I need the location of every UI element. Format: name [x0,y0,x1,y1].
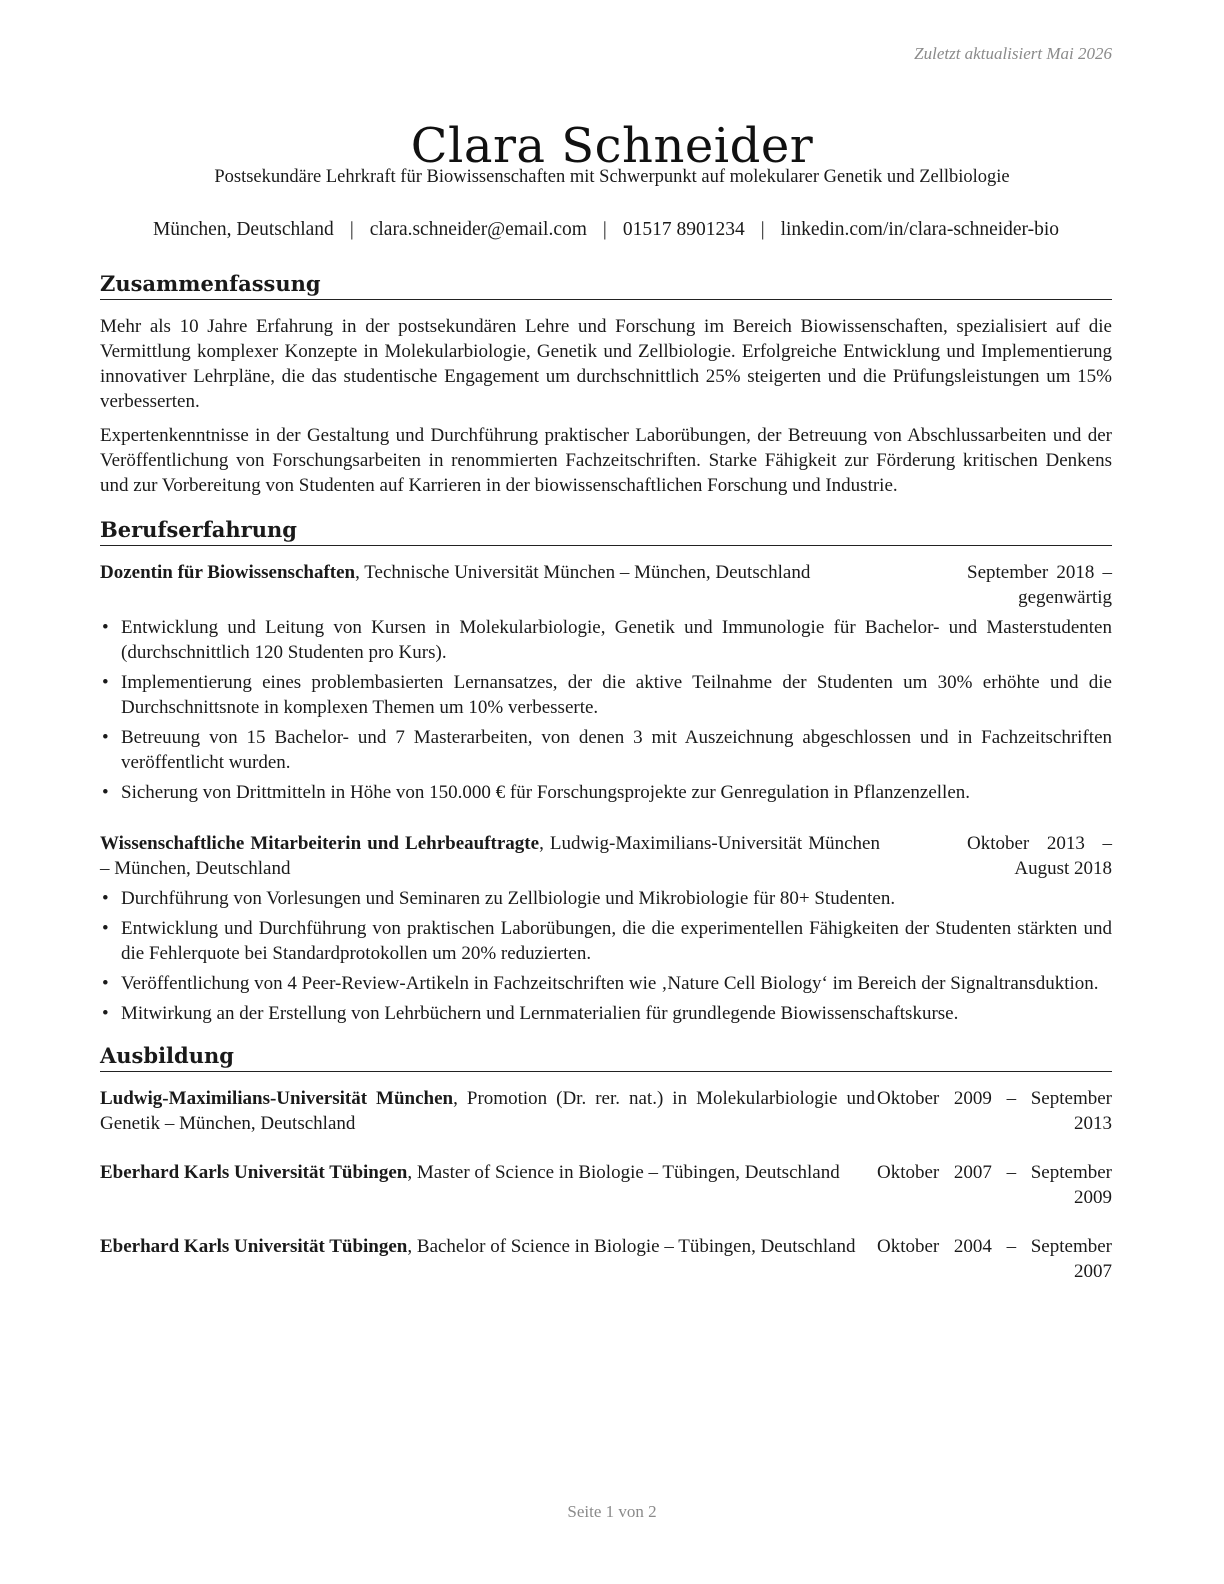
education-entry [100,1086,1112,1136]
education-title-line [100,1234,875,1284]
job-bullets [100,886,1112,1026]
contact-location: München, Deutschland [152,219,334,240]
education-dates: Oktober 2004 – September 2007 [877,1236,1112,1282]
education-dates: Oktober 2009 – September 2013 [877,1088,1112,1134]
job-title-line [100,831,880,881]
list-item: • Implementierung eines problembasierten Lernansatzes, der die aktive Teilnahme der Studenten um 30% erhöhte und die Durchschnittsnote in komplexen Themen um 10% verbesserte. [100,670,1112,720]
list-item: • Betreuung von 15 Bachelor- und 7 Masterarbeiten, von denen 3 mit Auszeichnung abgeschlossen und in Fachzeitschriften veröffentlicht wurden. [100,725,1112,775]
last-updated-note: Zuletzt aktualisiert Mai 2026 [914,44,1112,63]
education-degree: , Master of Science in Biologie – Tübingen, Deutschland [407,1162,840,1183]
job-entry [100,560,1112,805]
education-degree: , Bachelor of Science in Biologie – Tübingen, Deutschland [407,1236,856,1257]
contact-linkedin[interactable]: linkedin.com/in/clara-schneider-bio [780,219,1060,240]
job-dates: September 2018 – gegenwärtig [967,562,1112,608]
job-dates: Oktober 2013 – August 2018 [967,833,1112,879]
list-item: • Entwicklung und Durchführung von praktischen Laborübungen, die die experimentellen Fähigkeiten der Studenten stärkten und die Fehlerquote bei Standardprotokollen um 20% reduzierten. [100,916,1112,966]
summary-paragraph: Mehr als 10 Jahre Erfahrung in der postsekundären Lehre und Forschung im Bereich Biowissenschaften, spezialisiert auf die Vermittlung komplexer Konzepte in Molekularbiologie, Genetik und Zellbiologie. Erfolgreiche Entwicklung und Implementierung innovativer Lehrpläne, die das studentische Engagement um durchschnittlich 25% steigerten und die Prüfungsleistungen um 15% verbesserten. [100,316,1112,412]
education-school: Eberhard Karls Universität Tübingen [100,1236,408,1257]
candidate-name: Clara Schneider [410,118,814,175]
page-number: Seite 1 von 2 [567,1502,657,1521]
education-school: Eberhard Karls Universität Tübingen [100,1162,408,1183]
summary-paragraph: Expertenkenntnisse in der Gestaltung und Durchführung praktischer Laborübungen, der Betreuung von Abschlussarbeiten und der Veröffentlichung von Forschungsarbeiten in renommierten Fachzeitschriften. Starke Fähigkeit zur Förderung kritischen Denkens und zur Vorbereitung von Studenten auf Karrieren in der biowissenschaftlichen Forschung und Industrie. [100,425,1112,496]
education-section [100,1042,1112,1284]
job-entry [100,831,1112,1026]
contact-bar [100,219,1112,241]
summary-section [100,270,1112,498]
job-header [100,560,1112,610]
experience-section [100,516,1112,1026]
education-title-line [100,1086,875,1136]
contact-email[interactable]: clara.schneider@email.com [369,219,587,240]
job-role: Dozentin für Biowissenschaften [100,562,356,583]
job-header [100,831,1112,881]
contact-separator: | [760,219,765,240]
job-spacer [100,810,1112,831]
list-item: • Veröffentlichung von 4 Peer-Review-Artikeln in Fachzeitschriften wie ‚Nature Cell Biology‘ im Bereich der Signaltransduktion. [100,971,1112,996]
section-title-summary: Zusammenfassung [100,270,1112,300]
section-title-experience: Berufserfahrung [100,516,1112,546]
education-dates: Oktober 2007 – September 2009 [877,1162,1112,1208]
education-title-line [100,1160,875,1210]
job-role: Wissenschaftliche Mitarbeiterin und Lehrbeauftragte [100,833,540,854]
job-organization: , Technische Universität München – München, Deutschland [355,562,811,583]
list-item: • Durchführung von Vorlesungen und Seminaren zu Zellbiologie und Mikrobiologie für 80+ Studenten. [100,886,1112,911]
resume-body [100,270,1112,1308]
contact-separator: | [349,219,354,240]
list-item: • Mitwirkung an der Erstellung von Lehrbüchern und Lernmaterialien für grundlegende Biowissenschaftskurse. [100,1001,1112,1026]
candidate-headline: Postsekundäre Lehrkraft für Biowissenschaften mit Schwerpunkt auf molekularer Genetik und Zellbiologie [214,167,1010,187]
education-entry [100,1234,1112,1284]
contact-phone[interactable]: 01517 8901234 [622,219,745,240]
contact-separator: | [602,219,607,240]
list-item: • Entwicklung und Leitung von Kursen in Molekularbiologie, Genetik und Immunologie für Bachelor- und Masterstudenten (durchschnittlich 120 Studenten pro Kurs). [100,615,1112,665]
education-school: Ludwig-Maximilians-Universität München [100,1088,454,1109]
education-entry [100,1160,1112,1210]
education-degree: , Promotion (Dr. rer. nat.) in Molekularbiologie und Genetik – München, Deutschland [100,1088,875,1134]
job-title-line [100,560,880,610]
job-bullets [100,615,1112,805]
job-organization: , Ludwig-Maximilians-Universität München – München, Deutschland [100,833,880,879]
section-title-education: Ausbildung [100,1042,1112,1072]
list-item: • Sicherung von Drittmitteln in Höhe von 150.000 € für Forschungsprojekte zur Genregulation in Pflanzenzellen. [100,780,1112,805]
